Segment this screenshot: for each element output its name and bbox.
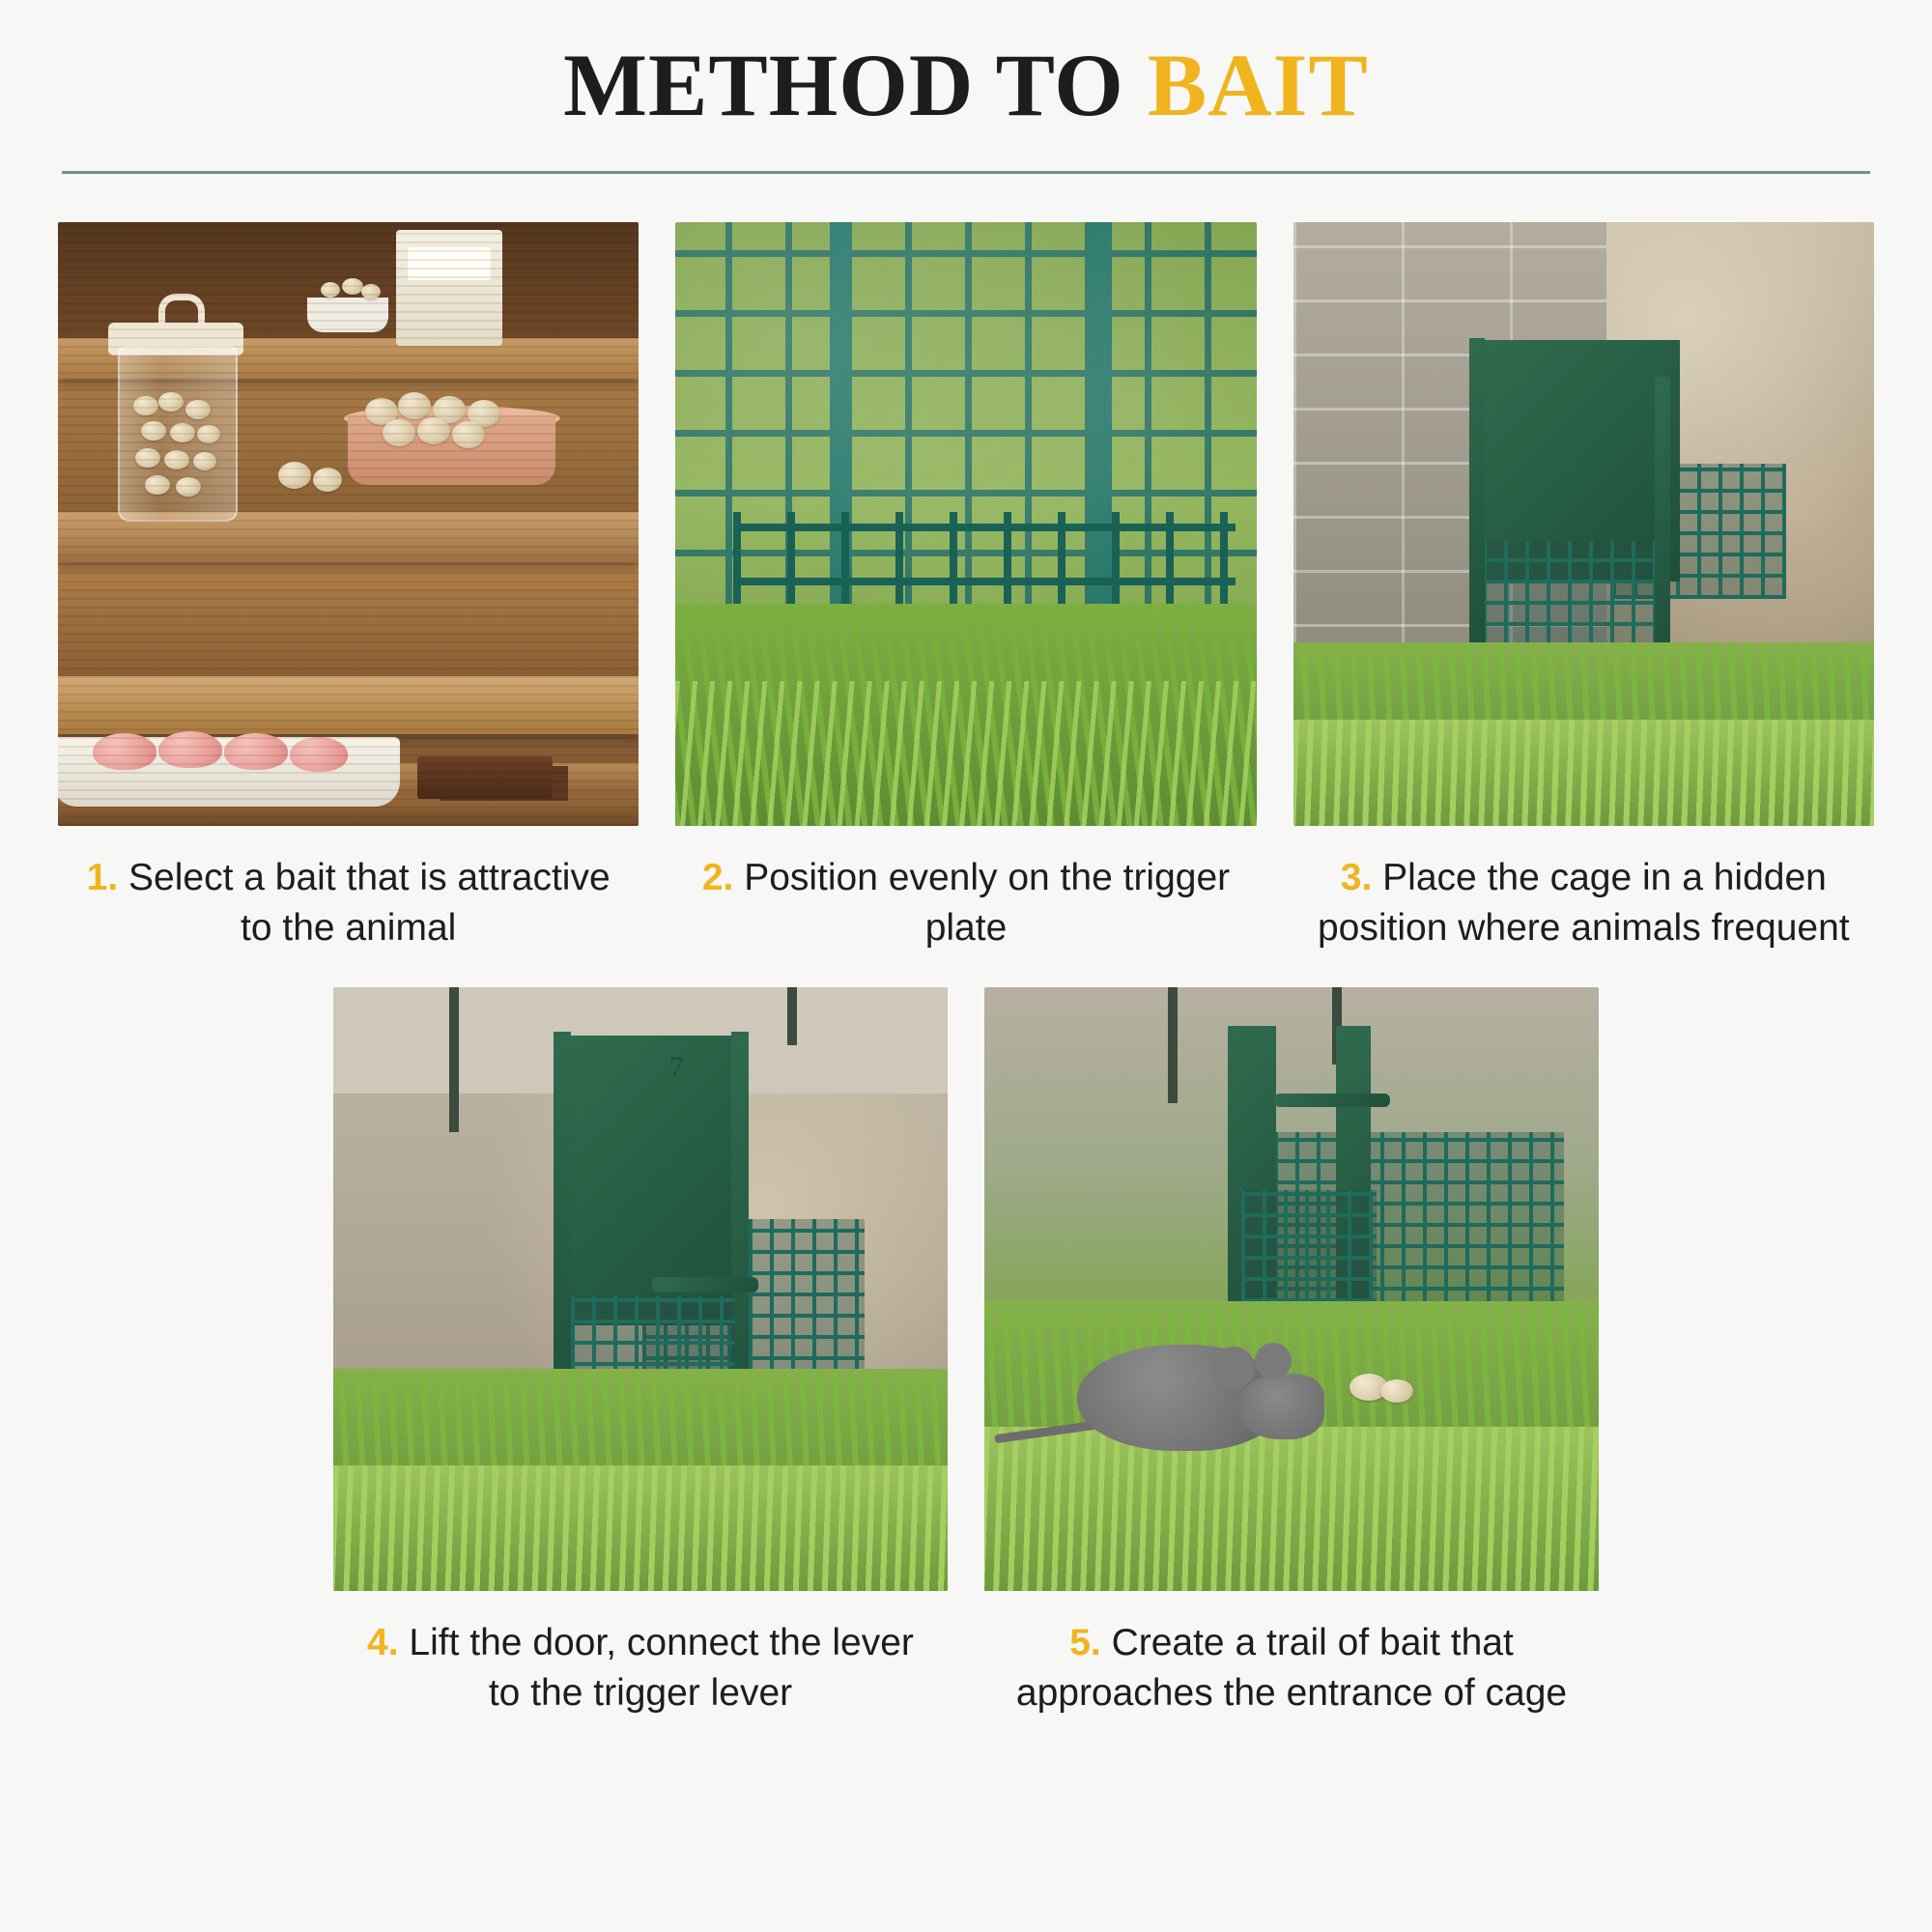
page-title	[58, 0, 1874, 134]
step-number-2: 2.	[701, 857, 734, 899]
step-number-3: 3.	[1340, 857, 1373, 899]
title-divider	[62, 171, 1870, 174]
step-card-3	[1293, 222, 1874, 952]
step-caption-2	[696, 853, 1236, 952]
step-card-2	[675, 222, 1256, 952]
step-caption-4	[351, 1618, 930, 1718]
page-title-main: METHOD TO	[563, 36, 1124, 134]
step-image-1	[58, 222, 639, 826]
steps-row-top	[58, 222, 1874, 952]
step-caption-5	[1002, 1618, 1581, 1718]
step-text-2: Position evenly on the trigger plate	[744, 857, 1231, 949]
step-text-5: Create a trail of bait that approaches the entrance of cage	[1015, 1622, 1568, 1714]
step-caption-3	[1313, 853, 1854, 952]
step-image-4	[333, 987, 948, 1591]
page-title-accent: BAIT	[1147, 36, 1369, 134]
step-image-3	[1293, 222, 1874, 826]
step-caption-1	[78, 853, 619, 952]
steps-row-bottom	[58, 987, 1874, 1718]
step-card-5	[984, 987, 1599, 1718]
step-image-2	[675, 222, 1256, 826]
step-text-4: Lift the door, connect the lever to the trigger lever	[409, 1622, 914, 1714]
step-image-5	[984, 987, 1599, 1591]
step-number-1: 1.	[86, 857, 119, 899]
step-card-4	[333, 987, 948, 1718]
step-card-1	[58, 222, 639, 952]
step-text-1: Select a bait that is attractive to the animal	[128, 857, 611, 949]
step-text-3: Place the cage in a hidden position where animals frequent	[1317, 857, 1850, 949]
step-number-5: 5.	[1069, 1622, 1101, 1664]
step-number-4: 4.	[367, 1622, 399, 1664]
door-number-label: 7	[669, 1051, 684, 1084]
